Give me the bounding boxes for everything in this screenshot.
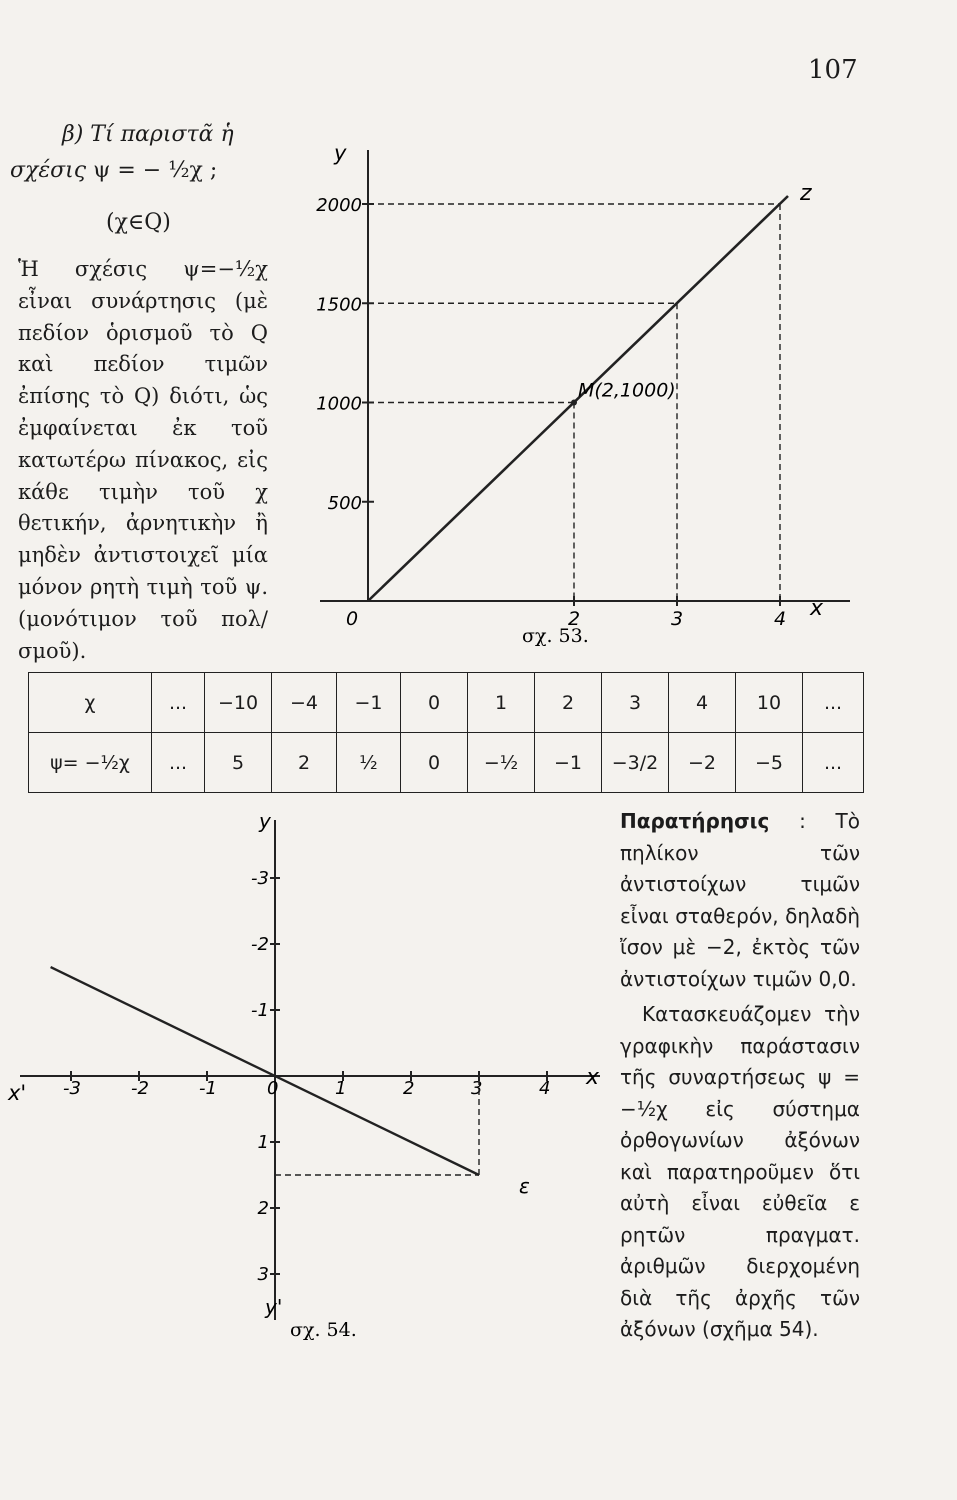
point-label: M(2,1000): [578, 379, 676, 402]
table-row-y: [29, 733, 864, 793]
table-cell: 5: [205, 733, 272, 793]
table-cell: −1: [337, 673, 401, 733]
table-cell: −10: [205, 673, 272, 733]
y-tick-label: 2000: [316, 195, 362, 216]
y-tick-label: 500: [327, 492, 362, 514]
relation-domain: (χ∈Q): [106, 210, 171, 235]
note-title: Παρατήρησις: [620, 809, 770, 833]
table-cell: ...: [803, 673, 864, 733]
table-cell: ½: [337, 733, 401, 793]
y-tick-label: 1500: [316, 294, 362, 316]
table-cell: −1: [535, 733, 602, 793]
figure-53: [290, 130, 870, 660]
y-tick-label: 1: [257, 1132, 269, 1153]
y-tick-label: 1000: [316, 393, 362, 415]
x-axis-label: x: [586, 1065, 600, 1090]
x-tick-label: 2: [403, 1078, 415, 1099]
table-cell: ...: [152, 733, 205, 793]
line-label: ε: [519, 1174, 530, 1198]
table-cell: 3: [602, 673, 669, 733]
relation-formula: [10, 158, 217, 183]
x-tick-label: 0: [346, 608, 359, 630]
table-cell: −2: [669, 733, 736, 793]
figure-54-plot: [7, 809, 600, 1320]
x-tick-label: 4: [774, 608, 787, 630]
y-tick-label: 2: [257, 1198, 269, 1219]
section-heading: β) Τί παριστᾶ ἡ: [62, 122, 234, 147]
table-cell: 0: [401, 733, 468, 793]
table-cell: 2: [535, 673, 602, 733]
values-table: [28, 672, 864, 793]
page-number: 107: [808, 55, 858, 85]
figure-54-caption: σχ. 54.: [290, 1319, 357, 1341]
table-cell: ...: [803, 733, 864, 793]
x-tick-label: 3: [671, 608, 684, 630]
note-paragraph: [620, 806, 860, 995]
table-header-x: χ: [29, 673, 152, 733]
x-tick-label: -2: [131, 1078, 149, 1099]
y-tick-label: -1: [251, 1000, 269, 1021]
x-tick-label: 3: [471, 1078, 483, 1099]
x-axis-label: x: [810, 596, 824, 621]
table-cell: −5: [736, 733, 803, 793]
paragraph-text: Ἡ σχέσις ψ=−½χ εἶναι συνάρτησις (μὲ πεδίον ὁρισμοῦ τὸ Q καὶ πεδίον τιμῶν ἐπίσης τὸ Q) διότι, ὡς ἐμφαίνεται ἐκ τοῦ κατωτέρω πίνακος, εἰς κάθε τιμὴν τοῦ χ θετικήν, ἀρνητικὴν ἢ μηδὲν ἀντιστοιχεῖ μία μόνον ρητὴ τιμὴ τοῦ ψ. (μονότιμον τοῦ πολ/σμοῦ).: [18, 257, 268, 663]
body-paragraph: [18, 254, 268, 667]
table-cell: 2: [272, 733, 337, 793]
table-cell: 1: [468, 673, 535, 733]
figure-53-plot: [316, 141, 850, 630]
line-label: z: [800, 181, 812, 206]
table-cell: 10: [736, 673, 803, 733]
y-tick-label: 3: [257, 1264, 269, 1285]
table-cell: −3/2: [602, 733, 669, 793]
figure-53-caption: σχ. 53.: [522, 625, 589, 647]
table-header-y: ψ= −½χ: [29, 733, 152, 793]
note-text: : Τὸ πηλίκον τῶν ἀντιστοίχων τιμῶν εἶναι σταθερόν, δηλαδὴ ἴσον μὲ −2, ἐκτὸς τῶν ἀντιστοίχων τιμῶν 0,0.: [620, 809, 860, 991]
note-block: [620, 806, 860, 1346]
x-neg-label: x': [8, 1081, 27, 1105]
x-tick-label: 0: [267, 1078, 279, 1099]
table-cell: 0: [401, 673, 468, 733]
table-cell: −4: [272, 673, 337, 733]
note-paragraph-2: Κατασκευάζομεν τὴν γραφικὴν παράστασιν τῆς συναρτήσεως ψ = −½χ εἰς σύστημα ὀρθογωνίων ἀξόνων καὶ παρατηροῦμεν ὅτι αὐτὴ εἶναι εὐθεῖα ε ρητῶν πραγματ. ἀριθμῶν διερχομένη διὰ τῆς ἀρχῆς τῶν ἀξόνων (σχῆμα 54).: [620, 1002, 860, 1341]
x-tick-label: -3: [63, 1078, 81, 1099]
table-cell: 4: [669, 673, 736, 733]
relation-prefix: σχέσις: [10, 158, 87, 183]
y-axis-label: y: [334, 141, 347, 165]
x-tick-label: 1: [335, 1078, 347, 1099]
point-M: [571, 400, 577, 406]
table-cell: ...: [152, 673, 205, 733]
y-tick-label: -3: [251, 868, 269, 889]
y-tick-label: -2: [251, 934, 269, 955]
y-neg-label: y': [265, 1295, 283, 1319]
figure-54: [0, 800, 620, 1360]
table-cell: −½: [468, 733, 535, 793]
x-tick-label: 4: [539, 1078, 551, 1099]
x-tick-label: -1: [199, 1078, 217, 1099]
x-tick-label: 2: [568, 608, 581, 630]
relation-expression: ψ = − ½χ ;: [93, 158, 218, 183]
y-axis-label: y: [259, 809, 271, 833]
table-row-x: [29, 673, 864, 733]
